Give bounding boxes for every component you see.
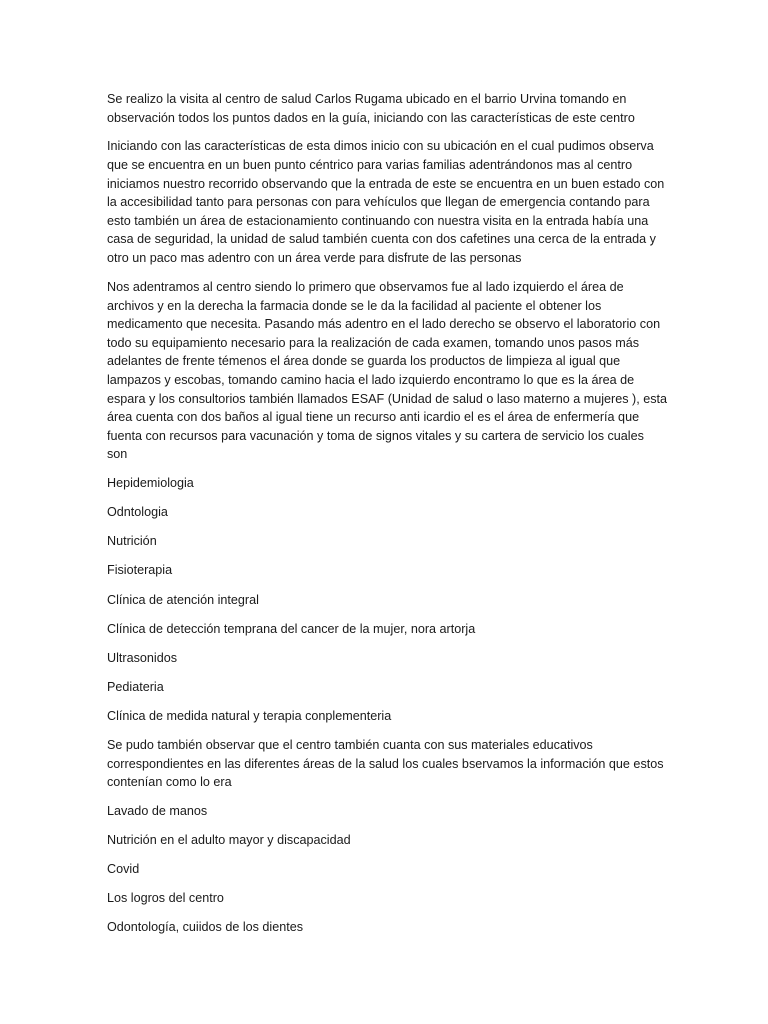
- list-item: Odntologia: [107, 505, 168, 520]
- list-item: Hepidemiologia: [107, 476, 194, 491]
- list-item: Pediateria: [107, 679, 164, 694]
- list-item: Ultrasonidos: [107, 650, 177, 665]
- paragraph-materials: Se pudo también observar que el centro también cuanta con sus materiales educativos correspondientes en las diferentes áreas de la salud los cuales bservamos la información que estos contenían como lo era: [107, 738, 664, 790]
- list-item: Nutrición en el adulto mayor y discapacidad: [107, 833, 351, 848]
- paragraph-intro: Se realizo la visita al centro de salud Carlos Rugama ubicado en el barrio Urvina tomando en observación todos los puntos dados en la guía, iniciando con las características de este centro: [107, 92, 635, 125]
- document-page: [107, 90, 667, 948]
- list-item: Los logros del centro: [107, 891, 224, 906]
- list-item: Fisioterapia: [107, 563, 173, 578]
- paragraph-tour: Nos adentramos al centro siendo lo primero que observamos fue al lado izquierdo el área de archivos y en la derecha la farmacia donde se le da la facilidad al paciente el obtener los medicamento que necesita. Pasando más adentro en el lado derecho se observo el laboratorio con todo su equipamiento necesario para la realización de cada examen, tomando unos pasos más adelantes de frente témenos el área donde se guarda los productos de limpieza al igual que lampazos y escobas, tomando camino hacia el lado izquierdo encontramo lo que es la área de espara y los consultorios también llamados ESAF (Unidad de salud o laso materno a mujeres ), esta área cuenta con dos baños al igual tiene un recurso anti icardio el es el área de enfermería que fuenta con recursos para vacunación y toma de signos vitales y su cartera de servicio los cuales son: [107, 279, 667, 462]
- list-item: Clínica de atención integral: [107, 592, 259, 607]
- list-item: Nutrición: [107, 534, 157, 549]
- list-item: Covid: [107, 862, 140, 877]
- list-item: Clínica de medida natural y terapia conplementeria: [107, 708, 392, 723]
- list-item: Clínica de detección temprana del cancer de la mujer, nora artorja: [107, 621, 476, 636]
- materials-list: [107, 802, 667, 937]
- list-item: Odontología, cuiidos de los dientes: [107, 920, 304, 935]
- services-list: [107, 474, 667, 725]
- paragraph-characteristics: Iniciando con las características de esta dimos inicio con su ubicación en el cual pudimos observa que se encuentra en un buen punto céntrico para varias familias adentrándonos mas al centro iniciamos nuestro recorrido observando que la entrada de este se encuentra en un buen estado con la accesibilidad tanto para personas con para vehículos que llegan de emergencia contando para esto también un área de estacionamiento continuando con nuestra visita en la entrada había una casa de seguridad, la unidad de salud también cuenta con dos cafetines una cerca de la entrada y otro un paco mas adentro con un área verde para disfrute de las personas: [107, 139, 665, 266]
- list-item: Lavado de manos: [107, 804, 208, 819]
